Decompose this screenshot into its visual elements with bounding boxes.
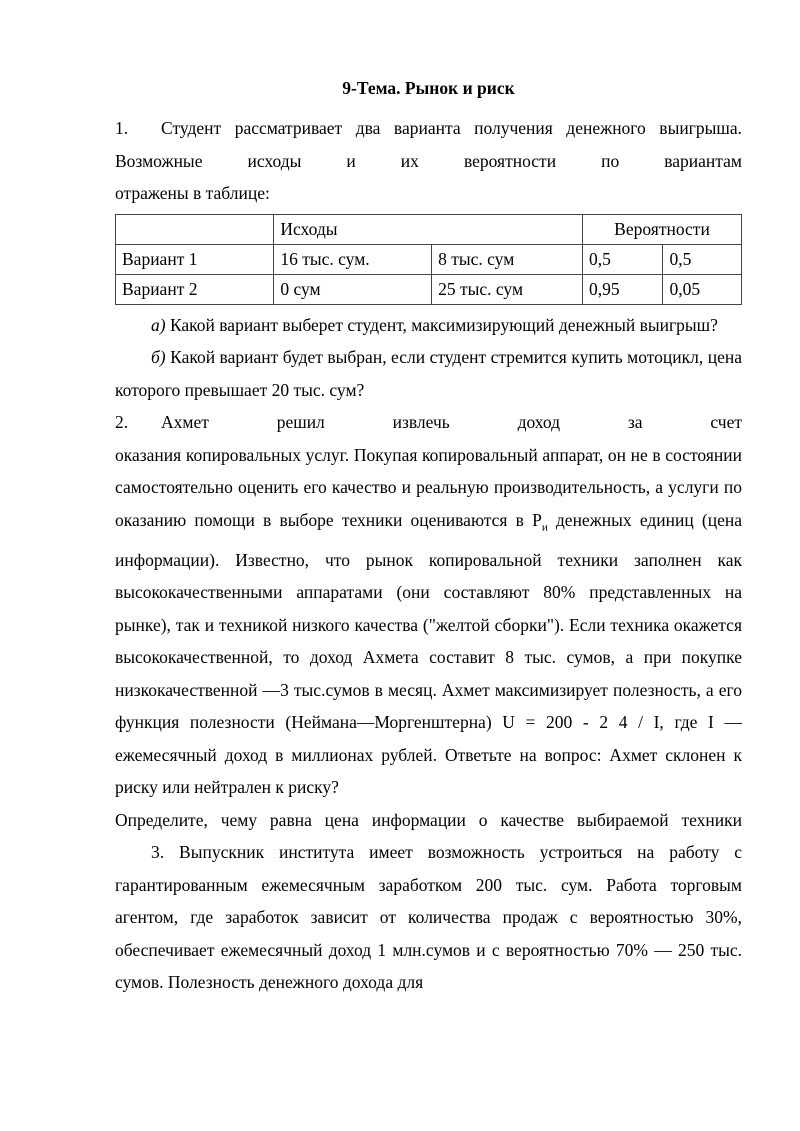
table-cell-variant: Вариант 2: [116, 274, 274, 304]
question-3-body: 3. Выпускник института имеет возможность устроиться на работу с гарантированным ежемесячным заработком 200 тыс. сум. Работа торговым агентом, где заработок зависит от количества продаж с вероятностью 30%, обеспечивает ежемесячный доход 1 млн.сумов и с вероятностью 70% — 250 тыс. сумов. Полезность денежного дохода для: [115, 842, 742, 992]
question-2-line-1: 2. Ахмет решил извлечь доход за счет: [115, 406, 742, 439]
table-header-row: [116, 214, 742, 244]
table-cell-probability-2: 0,05: [663, 274, 742, 304]
table-header-probabilities: Вероятности: [582, 214, 741, 244]
table-cell-probability-1: 0,5: [582, 244, 662, 274]
table-row: [116, 244, 742, 274]
question-1-number: 1.: [115, 118, 129, 138]
table-cell-outcome-1: 16 тыс. сум.: [274, 244, 432, 274]
question-1-line-3: отражены в таблице:: [115, 183, 270, 203]
table-cell-outcome-1: 0 сум: [274, 274, 432, 304]
question-1-line-2: Возможные исходы и их вероятности по вариантам: [115, 150, 742, 171]
table-corner-cell: [116, 214, 274, 244]
table-cell-outcome-2: 8 тыс. сум: [432, 244, 583, 274]
table-cell-outcome-2: 25 тыс. сум: [432, 274, 583, 304]
table-row: [116, 274, 742, 304]
table-cell-probability-2: 0,5: [663, 244, 742, 274]
part-b-label: б): [151, 347, 166, 367]
outcomes-table: [115, 214, 742, 305]
question-2-body: оказания копировальных услуг. Покупая копировальный аппарат, он не в состоянии самостоятельно оценить его качество и реальную производительность, а услуги по оказанию помощи в выборе техники оцениваются в $P_и$ денежных единиц (цена информации). Известно, что рынок копировальной техники заполнен как высококачественными аппаратами (они составляют 80% представленных на рынке), так и техникой низкого качества ("желтой сборки"). Если техника окажется высококачественной, то доход Ахмета составит 8 тыс. сумов, а при покупке низкокачественной —3 тыс.сумов в месяц. Ахмет максимизирует полезность, а его функция полезности (Неймана—Моргенштерна) U = 200 - 2 4 / I, где I — ежемесячный доход в миллионах рублей. Ответьте на вопрос: Ахмет склонен к риску или нейтрален к риску?: [115, 444, 743, 797]
price-subscript: и: [541, 521, 548, 533]
question-1-part-a: а) Какой вариант выберет студент, максимизирующий денежный выигрыш?: [151, 314, 718, 335]
table-cell-probability-1: 0,95: [582, 274, 662, 304]
question-1-line-1: 1. Студент рассматривает два варианта получения денежного выигрыша.: [115, 112, 742, 145]
table-header-outcomes: Исходы: [274, 214, 583, 244]
question-2-number: 2.: [115, 412, 129, 432]
part-a-label: а): [151, 314, 166, 335]
question-1-part-b: б) Какой вариант будет выбран, если студент стремится купить мотоцикл, цена которого превышает 20 тыс. сум?: [115, 347, 742, 400]
page-title: 9-Тема. Рынок и риск: [342, 78, 515, 98]
table-cell-variant: Вариант 1: [116, 244, 274, 274]
question-2-final-line: Определите, чему равна цена информации о качестве выбираемой техники: [115, 809, 742, 830]
